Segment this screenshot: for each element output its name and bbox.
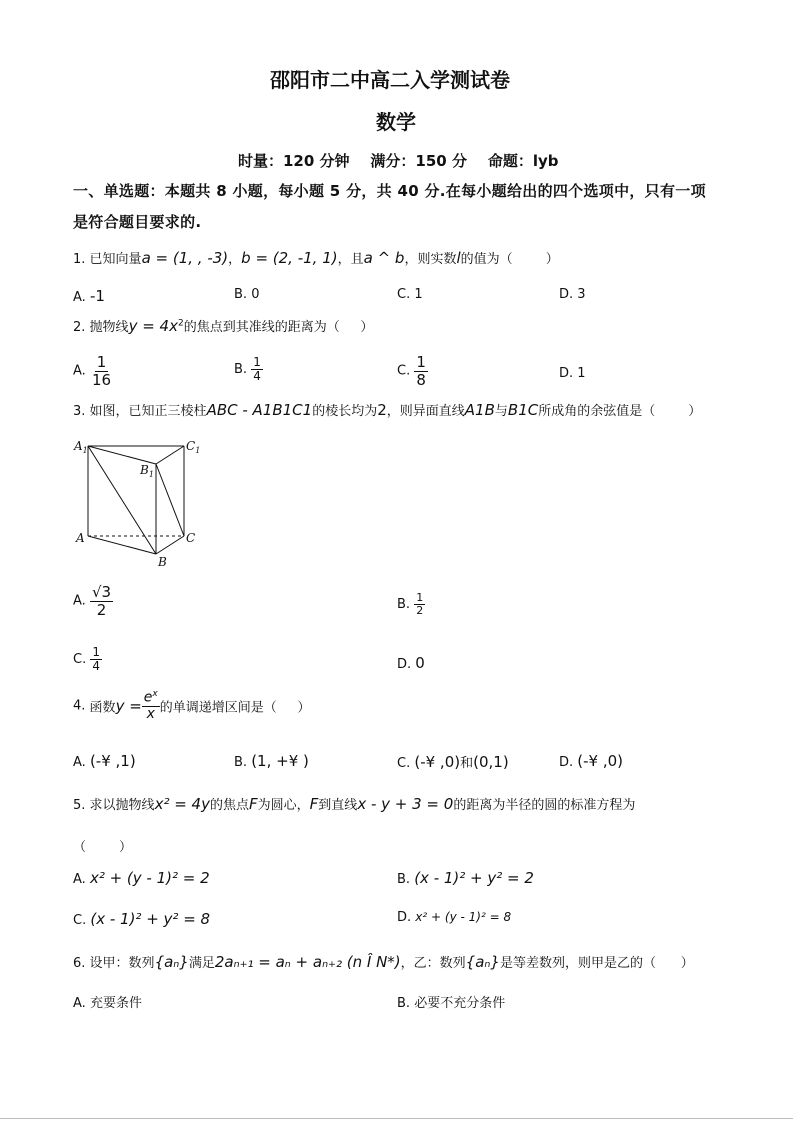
focus-f: F (249, 795, 258, 813)
question-text: 为圆心， (257, 798, 310, 813)
option-c[interactable]: C. $\frac{1}{4}$ (73, 645, 100, 674)
separator: ， (228, 252, 242, 267)
question-text: 满足 (188, 956, 215, 971)
perpendicular-expr: a ^ b (363, 249, 405, 267)
option-c[interactable]: C. $\frac{1}{8}$ (397, 353, 426, 389)
option-a[interactable]: A. $\frac{1}{16}$ (73, 353, 112, 389)
question-text: 的焦点 (209, 798, 249, 813)
label-a1: $A_1$ (74, 439, 88, 455)
question-text: 的焦点到其准线的距离为（ ） (183, 320, 374, 335)
line-a1b: A1B (464, 401, 495, 419)
option-b[interactable]: B. (1, +¥ ) (234, 752, 309, 770)
prism-figure (72, 434, 202, 574)
option-d[interactable]: D. (-¥ ,0) (559, 752, 624, 770)
question-text: ，则异面直线 (386, 404, 465, 419)
option-a[interactable]: A. x² + (y - 1)² = 2 (73, 869, 210, 887)
option-d[interactable]: D. x² + (y - 1)² = 8 (397, 910, 512, 925)
parabola-eq: x² = 4y (154, 795, 210, 813)
option-a[interactable]: A. $\frac{√3}{2}$ (73, 583, 112, 619)
option-a[interactable]: A. -1 (73, 287, 105, 305)
option-a[interactable]: A. (-¥ ,1) (73, 752, 136, 770)
question-text: 求以抛物线 (89, 798, 155, 813)
section-heading-line2: 是符合题目要求的. (73, 213, 202, 231)
question-number: 1. (73, 252, 86, 267)
function-lhs: y = (115, 697, 142, 716)
sequence-a: {aₙ} (465, 953, 500, 971)
question-number: 3. (73, 404, 86, 419)
edge-length: 2 (377, 401, 387, 419)
question-text: 设甲：数列 (89, 956, 155, 971)
page-bottom-divider (0, 1118, 793, 1119)
question-text: ，则实数 (404, 252, 457, 267)
question-text: 的单调递增区间是（ ） (159, 700, 311, 716)
question-3 (73, 400, 701, 419)
prism-name: ABC - A1B1C1 (206, 401, 313, 419)
option-d[interactable]: D. 0 (397, 654, 425, 672)
label-b: B (158, 555, 167, 569)
label-a: A (76, 531, 85, 545)
option-c[interactable]: C. (-¥ ,0)和(0,1) (397, 753, 509, 771)
question-text: 抛物线 (89, 320, 129, 335)
lambda-variable: l (456, 249, 461, 267)
option-c[interactable]: C. (x - 1)² + y² = 8 (73, 910, 211, 928)
vector-b-expr: b = (2, -1, 1) (241, 249, 338, 267)
question-6 (73, 952, 694, 971)
question-text: 的棱长均为 (312, 404, 378, 419)
option-b[interactable]: B. $\frac{1}{4}$ (234, 355, 261, 384)
option-b[interactable]: B. 必要不充分条件 (397, 996, 506, 1011)
question-text: 与 (494, 404, 508, 419)
option-d[interactable]: D. 1 (559, 366, 586, 381)
option-b[interactable]: B. $\frac{1}{2}$ (397, 591, 424, 618)
sequence-a: {aₙ} (154, 953, 189, 971)
line-eq: x - y + 3 = 0 (357, 795, 454, 813)
question-5 (73, 794, 635, 813)
option-d[interactable]: D. 3 (559, 287, 586, 302)
edge-b-c (156, 536, 184, 554)
focus-f: F (309, 795, 319, 813)
question-text: 所成角的余弦值是（ ） (538, 404, 702, 419)
edge-b1-c1 (156, 446, 184, 464)
section-heading-line1: 一、单选题：本题共 8 小题，每小题 5 分，共 40 分.在每小题给出的四个选项中，只有一项 (73, 182, 706, 200)
question-number: 6. (73, 956, 86, 971)
question-4 (73, 690, 310, 722)
line-b1-c (156, 464, 184, 536)
vector-a-expr: a = (1, , -3) (141, 249, 229, 267)
question-text: 的值为（ ） (460, 252, 559, 267)
exam-meta: 时量：120 分钟 满分：150 分 命题：lyb (238, 152, 559, 170)
option-a[interactable]: A. 充要条件 (73, 996, 142, 1011)
question-1 (73, 248, 559, 267)
question-text: 如图，已知正三棱柱 (89, 404, 207, 419)
label-b1: $B_1$ (140, 463, 154, 479)
option-b[interactable]: B. (x - 1)² + y² = 2 (397, 869, 534, 887)
question-text: 函数 (89, 700, 116, 716)
condition-expr: 2aₙ₊₁ = aₙ + aₙ₊₂ (n Î N*) (214, 953, 401, 971)
question-text: 的距离为半径的圆的标准方程为 (453, 798, 636, 813)
question-text: 到直线 (318, 798, 358, 813)
page-title: 邵阳市二中高二入学测试卷 (270, 68, 510, 92)
subject-title: 数学 (376, 110, 416, 134)
option-c[interactable]: C. 1 (397, 287, 423, 302)
line-b1c: B1C (507, 401, 539, 419)
question-text: 是等差数列，则甲是乙的（ ） (499, 956, 694, 971)
question-number: 5. (73, 798, 86, 813)
label-c: C (186, 531, 196, 545)
question-2: 2. 抛物线$y = 4x^2$的焦点到其准线的距离为（ ） (73, 317, 374, 335)
label-c1: $C_1$ (186, 439, 201, 455)
separator: ，且 (337, 252, 364, 267)
question-text: ，乙：数列 (400, 956, 466, 971)
question-number: 2. (73, 320, 86, 335)
parabola-eq: y = 4x (128, 317, 178, 335)
question-number: 4. (73, 698, 86, 714)
option-b[interactable]: B. 0 (234, 287, 260, 302)
answer-paren: （ ） (73, 840, 133, 855)
function-fraction: $\frac{e^x}{x}$ (143, 689, 158, 723)
question-text: 已知向量 (89, 252, 142, 267)
